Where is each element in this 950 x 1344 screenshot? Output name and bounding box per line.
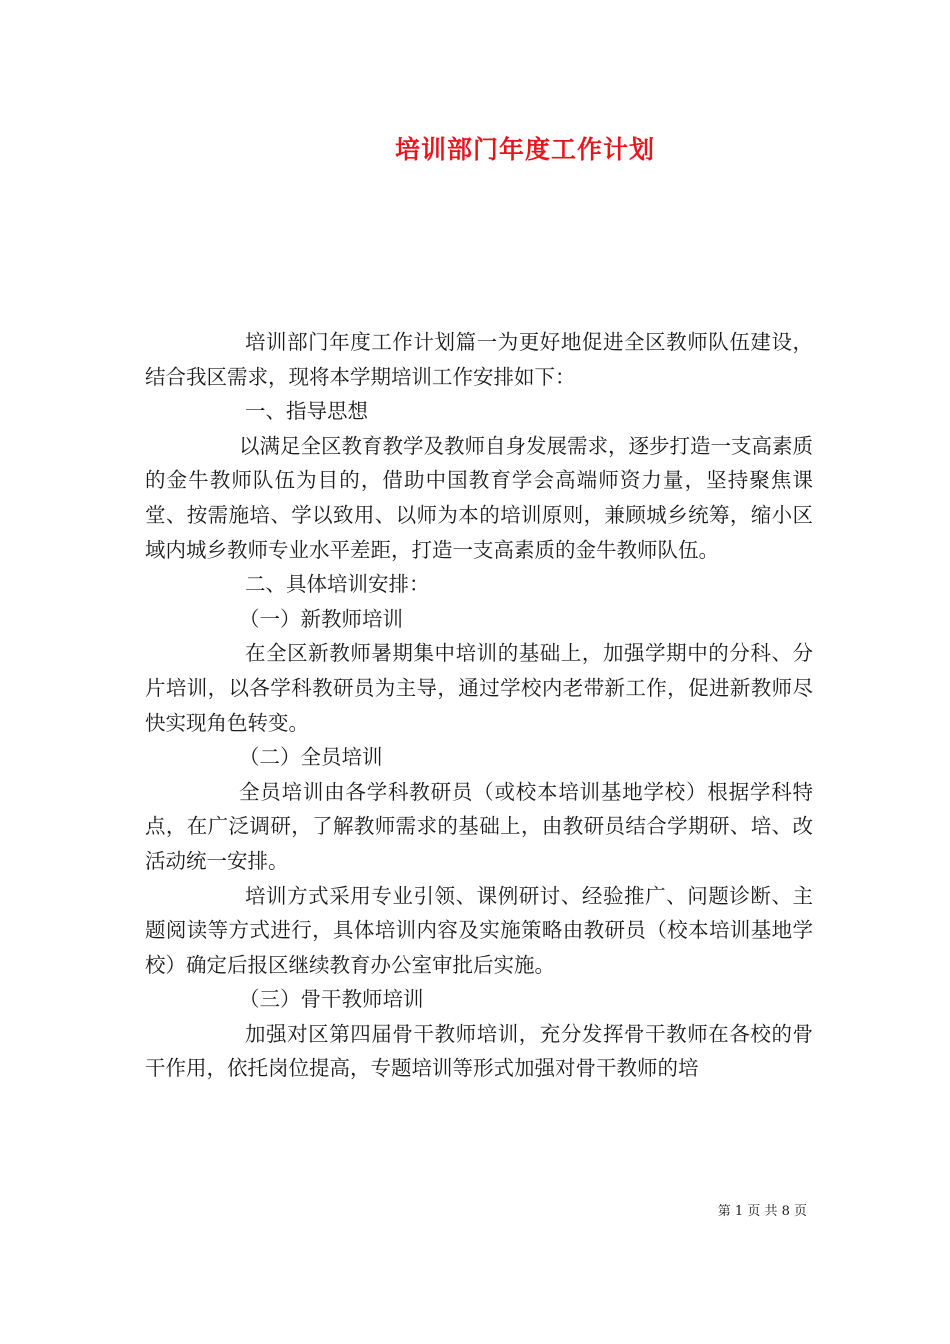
intro-paragraph: 培训部门年度工作计划篇一为更好地促进全区教师队伍建设，结合我区需求，现将本学期培训工作安排如下： [145,330,813,389]
all-staff-paragraph: 全员培训由各学科教研员（或校本培训基地学校）根据学科特点，在广泛调研，了解教师需求的基础上，由教研员结合学期研、培、改活动统一安排。 [145,779,813,873]
guiding-principles-paragraph: 以满足全区教育教学及教师自身发展需求，逐步打造一支高素质的金牛教师队伍为目的，借助中国教育学会高端师资力量，坚持聚焦课堂、按需施培、学以致用、以师为本的培训原则，兼顾城乡统筹，缩小区域内城乡教师专业水平差距，打造一支高素质的金牛教师队伍。 [145,433,813,562]
subsection-heading-all-staff: （二）全员培训 [239,745,383,770]
section-heading-training-arrangements: 二、具体培训安排： [245,572,430,597]
subsection-heading-new-teachers: （一）新教师培训 [239,606,403,631]
page-number-footer: 第 1 页 共 8 页 [717,1204,807,1219]
section-heading-guiding-principles: 一、指导思想 [245,399,368,424]
subsection-heading-key-teachers: （三）骨干教师培训 [239,987,424,1012]
document-title: 培训部门年度工作计划 [394,135,655,164]
training-methods-paragraph: 培训方式采用专业引领、课例研讨、经验推广、问题诊断、主题阅读等方式进行，具体培训内容及实施策略由教研员（校本培训基地学校）确定后报区继续教育办公室审批后实施。 [145,883,813,977]
document-body [145,325,813,1086]
new-teachers-paragraph: 在全区新教师暑期集中培训的基础上，加强学期中的分科、分片培训，以各学科教研员为主导，通过学校内老带新工作，促进新教师尽快实现角色转变。 [145,641,813,735]
key-teachers-paragraph: 加强对区第四届骨干教师培训，充分发挥骨干教师在各校的骨干作用，依托岗位提高，专题培训等形式加强对骨干教师的培 [145,1021,813,1081]
